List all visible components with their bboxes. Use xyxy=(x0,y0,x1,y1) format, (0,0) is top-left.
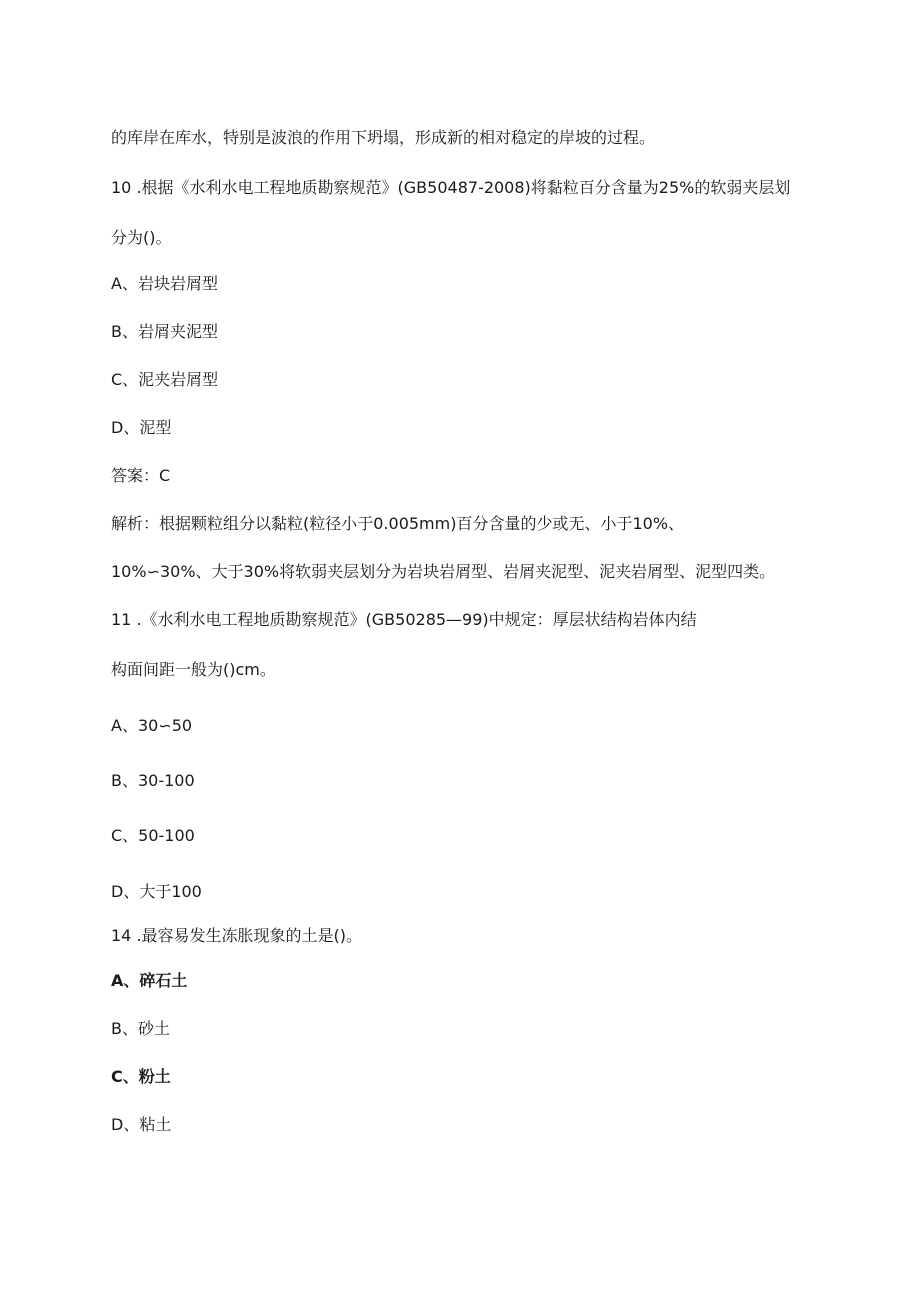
question-10-option-c: C、泥夹岩屑型 xyxy=(111,370,219,389)
question-11-stem-continued: 构面间距一般为()cm。 xyxy=(111,660,276,679)
question-10-option-d: D、泥型 xyxy=(111,418,172,437)
question-14-stem: 14 .最容易发生冻胀现象的土是()。 xyxy=(111,926,363,945)
question-11-stem: 11 .《水利水电工程地质勘察规范》(GB50285—99)中规定：厚层状结构岩体内结 xyxy=(111,610,697,629)
question-10-analysis: 解析：根据颗粒组分以黏粒(粒径小于0.005mm)百分含量的少或无、小于10%、 xyxy=(111,514,685,533)
question-11-option-d: D、大于100 xyxy=(111,882,202,901)
question-10-analysis-continued: 10%∽30%、大于30%将软弱夹层划分为岩块岩屑型、岩屑夹泥型、泥夹岩屑型、泥型四类。 xyxy=(111,562,776,581)
question-14-option-b: B、砂土 xyxy=(111,1019,170,1038)
question-10-stem: 10 .根据《水利水电工程地质勘察规范》(GB50487-2008)将黏粒百分含量为25%的软弱夹层划 xyxy=(111,178,791,197)
text-line-reservoir-bank-collapse: 的库岸在库水，特别是波浪的作用下坍塌，形成新的相对稳定的岸坡的过程。 xyxy=(111,128,656,147)
question-14-option-a: A、碎石土 xyxy=(111,971,188,990)
question-14-option-c: C、粉土 xyxy=(111,1067,171,1086)
question-10-option-a: A、岩块岩屑型 xyxy=(111,274,218,293)
question-10-answer: 答案：C xyxy=(111,466,171,485)
question-10-stem-continued: 分为()。 xyxy=(111,228,172,247)
question-14-option-d: D、粘土 xyxy=(111,1115,172,1134)
question-11-option-a: A、30∽50 xyxy=(111,716,193,735)
question-10-option-b: B、岩屑夹泥型 xyxy=(111,322,218,341)
question-11-option-b: B、30-100 xyxy=(111,771,195,790)
question-11-option-c: C、50-100 xyxy=(111,826,195,845)
